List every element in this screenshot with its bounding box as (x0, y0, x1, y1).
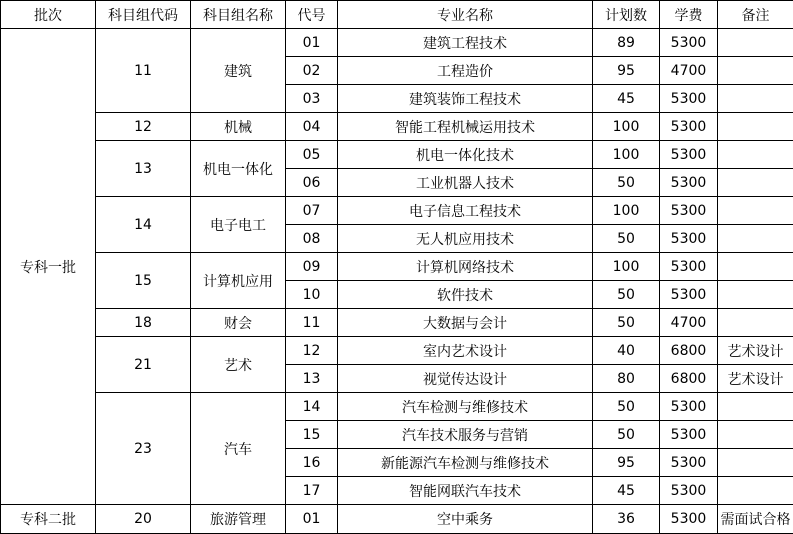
note-cell (718, 141, 793, 169)
tuition-cell: 5300 (660, 85, 718, 113)
table-row (1, 113, 793, 141)
group-name-cell: 财会 (191, 309, 286, 337)
major-name-cell: 工程造价 (338, 57, 593, 85)
note-cell (718, 85, 793, 113)
table-row (1, 29, 793, 57)
header-tuition: 学费 (660, 1, 718, 29)
tuition-cell: 5300 (660, 253, 718, 281)
tuition-cell: 5300 (660, 141, 718, 169)
plan-count-cell: 100 (593, 141, 660, 169)
group-name-cell: 机械 (191, 113, 286, 141)
major-name-cell: 视觉传达设计 (338, 365, 593, 393)
major-code-cell: 15 (286, 421, 338, 449)
header-major-code: 代号 (286, 1, 338, 29)
major-code-cell: 14 (286, 393, 338, 421)
major-name-cell: 电子信息工程技术 (338, 197, 593, 225)
major-name-cell: 空中乘务 (338, 505, 593, 534)
major-code-cell: 09 (286, 253, 338, 281)
tuition-cell: 5300 (660, 421, 718, 449)
plan-count-cell: 50 (593, 421, 660, 449)
table-row (1, 141, 793, 169)
group-code-cell: 21 (96, 337, 191, 393)
group-code-cell: 14 (96, 197, 191, 253)
group-name-cell: 计算机应用 (191, 253, 286, 309)
note-cell: 艺术设计 (718, 337, 793, 365)
group-code-cell: 23 (96, 393, 191, 505)
table-body (1, 29, 793, 534)
note-cell (718, 421, 793, 449)
tuition-cell: 6800 (660, 365, 718, 393)
tuition-cell: 5300 (660, 281, 718, 309)
major-name-cell: 工业机器人技术 (338, 169, 593, 197)
tuition-cell: 5300 (660, 505, 718, 534)
group-code-cell: 15 (96, 253, 191, 309)
major-code-cell: 04 (286, 113, 338, 141)
tuition-cell: 5300 (660, 169, 718, 197)
tuition-cell: 6800 (660, 337, 718, 365)
tuition-cell: 5300 (660, 29, 718, 57)
group-name-cell: 旅游管理 (191, 505, 286, 534)
plan-count-cell: 40 (593, 337, 660, 365)
header-group-code: 科目组代码 (96, 1, 191, 29)
table-row (1, 197, 793, 225)
note-cell (718, 225, 793, 253)
major-code-cell: 03 (286, 85, 338, 113)
tuition-cell: 5300 (660, 477, 718, 505)
major-name-cell: 无人机应用技术 (338, 225, 593, 253)
major-name-cell: 汽车检测与维修技术 (338, 393, 593, 421)
plan-count-cell: 50 (593, 393, 660, 421)
plan-count-cell: 100 (593, 253, 660, 281)
batch-cell: 专科二批 (1, 505, 96, 534)
major-name-cell: 计算机网络技术 (338, 253, 593, 281)
tuition-cell: 4700 (660, 309, 718, 337)
major-name-cell: 建筑工程技术 (338, 29, 593, 57)
note-cell (718, 253, 793, 281)
note-cell (718, 309, 793, 337)
table-row (1, 309, 793, 337)
major-name-cell: 软件技术 (338, 281, 593, 309)
note-cell: 艺术设计 (718, 365, 793, 393)
note-cell (718, 197, 793, 225)
tuition-cell: 5300 (660, 449, 718, 477)
tuition-cell: 5300 (660, 113, 718, 141)
tuition-cell: 5300 (660, 197, 718, 225)
group-name-cell: 汽车 (191, 393, 286, 505)
major-name-cell: 智能网联汽车技术 (338, 477, 593, 505)
group-name-cell: 建筑 (191, 29, 286, 113)
group-code-cell: 12 (96, 113, 191, 141)
major-name-cell: 汽车技术服务与营销 (338, 421, 593, 449)
plan-count-cell: 50 (593, 169, 660, 197)
note-cell (718, 449, 793, 477)
plan-count-cell: 45 (593, 477, 660, 505)
major-name-cell: 室内艺术设计 (338, 337, 593, 365)
group-name-cell: 机电一体化 (191, 141, 286, 197)
plan-count-cell: 50 (593, 281, 660, 309)
table-row (1, 505, 793, 534)
header-note: 备注 (718, 1, 793, 29)
plan-count-cell: 50 (593, 309, 660, 337)
group-code-cell: 13 (96, 141, 191, 197)
tuition-cell: 5300 (660, 225, 718, 253)
major-name-cell: 建筑装饰工程技术 (338, 85, 593, 113)
major-code-cell: 10 (286, 281, 338, 309)
header-group-name: 科目组名称 (191, 1, 286, 29)
major-name-cell: 机电一体化技术 (338, 141, 593, 169)
table-row (1, 337, 793, 365)
plan-count-cell: 100 (593, 197, 660, 225)
group-code-cell: 20 (96, 505, 191, 534)
group-name-cell: 艺术 (191, 337, 286, 393)
major-name-cell: 新能源汽车检测与维修技术 (338, 449, 593, 477)
major-name-cell: 智能工程机械运用技术 (338, 113, 593, 141)
major-name-cell: 大数据与会计 (338, 309, 593, 337)
header-batch: 批次 (1, 1, 96, 29)
group-code-cell: 18 (96, 309, 191, 337)
group-code-cell: 11 (96, 29, 191, 113)
plan-count-cell: 36 (593, 505, 660, 534)
major-code-cell: 01 (286, 29, 338, 57)
major-code-cell: 06 (286, 169, 338, 197)
note-cell (718, 477, 793, 505)
major-code-cell: 17 (286, 477, 338, 505)
batch-cell: 专科一批 (1, 29, 96, 505)
table-row (1, 393, 793, 421)
header-major-name: 专业名称 (338, 1, 593, 29)
note-cell (718, 281, 793, 309)
table-row (1, 253, 793, 281)
plan-count-cell: 89 (593, 29, 660, 57)
group-name-cell: 电子电工 (191, 197, 286, 253)
major-code-cell: 08 (286, 225, 338, 253)
major-code-cell: 05 (286, 141, 338, 169)
plan-count-cell: 50 (593, 225, 660, 253)
plan-count-cell: 80 (593, 365, 660, 393)
plan-count-cell: 100 (593, 113, 660, 141)
note-cell (718, 57, 793, 85)
major-code-cell: 01 (286, 505, 338, 534)
major-code-cell: 13 (286, 365, 338, 393)
major-code-cell: 12 (286, 337, 338, 365)
note-cell (718, 393, 793, 421)
major-code-cell: 16 (286, 449, 338, 477)
tuition-cell: 4700 (660, 57, 718, 85)
major-code-cell: 07 (286, 197, 338, 225)
note-cell (718, 169, 793, 197)
tuition-cell: 5300 (660, 393, 718, 421)
plan-count-cell: 45 (593, 85, 660, 113)
note-cell: 需面试合格 (718, 505, 793, 534)
note-cell (718, 29, 793, 57)
note-cell (718, 113, 793, 141)
header-row (1, 1, 793, 29)
header-plan-count: 计划数 (593, 1, 660, 29)
plan-count-cell: 95 (593, 449, 660, 477)
major-code-cell: 11 (286, 309, 338, 337)
major-code-cell: 02 (286, 57, 338, 85)
plan-count-cell: 95 (593, 57, 660, 85)
